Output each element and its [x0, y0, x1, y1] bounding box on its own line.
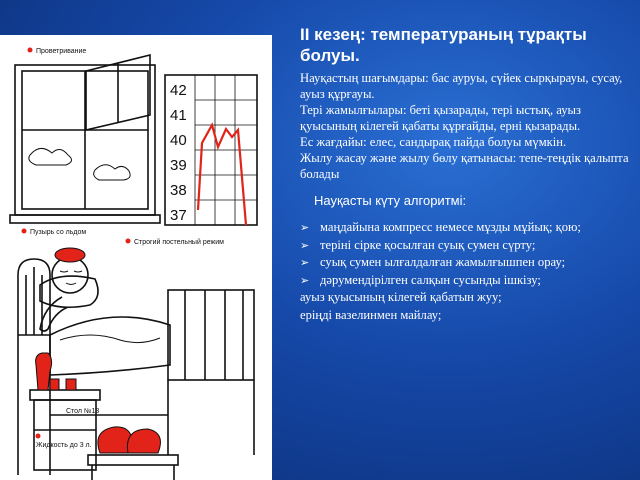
label-ventilation: Проветривание	[36, 48, 87, 55]
cup-icon	[66, 379, 76, 390]
label-fluids: Жидкость до 3 л.	[36, 442, 92, 449]
arrow-bullet-icon: ➢	[300, 256, 310, 269]
complaints-text: Науқастың шағымдары: бас ауруы, сүйек сырқырауы, сусау, ауыз құрғауы.	[300, 71, 623, 101]
list-item-text: ауыз қуысының кілегей қабатын жуу;	[300, 290, 502, 304]
temperature-chart	[165, 75, 257, 225]
algorithm-list	[300, 220, 632, 323]
chart-tick-label: 40	[170, 132, 187, 149]
bullet-dot-icon	[22, 229, 27, 234]
label-table: Стол №13	[66, 408, 100, 415]
arrow-bullet-icon: ➢	[300, 238, 310, 252]
patient-drawing	[0, 35, 272, 480]
ice-pack-icon	[55, 248, 85, 262]
chart-tick-label: 42	[170, 82, 187, 99]
chart-tick-label: 38	[170, 182, 187, 199]
list-item	[300, 255, 632, 271]
window-icon	[10, 55, 160, 223]
label-bed-rest: Строгий постельный режим	[134, 239, 224, 246]
cup-icon	[50, 379, 59, 390]
bedside-table-icon	[30, 390, 100, 470]
bullet-dot-icon	[28, 48, 33, 53]
bullet-dot-icon	[126, 239, 131, 244]
patient-illustration	[0, 35, 272, 480]
list-item	[300, 238, 632, 254]
arrow-bullet-icon: ➢	[300, 273, 310, 287]
label-ice-pack: Пузырь со льдом	[30, 229, 87, 236]
list-item	[300, 308, 632, 324]
text-panel	[300, 24, 632, 325]
slide-title: II кезең: температураның тұрақты болуы.	[300, 25, 587, 65]
chart-tick-label: 37	[170, 207, 187, 224]
bullet-dot-icon	[36, 434, 41, 439]
jug-icon	[36, 353, 52, 390]
list-item-text: еріңді вазелинмен майлау;	[300, 307, 442, 322]
skin-text: Тері жамылғылары: беті қызарады, тері ыстық, ауыз қуысының кілегей қабаты құрғайды, ерні қызарады.	[300, 103, 581, 133]
list-item-text: суық сумен ылғалдалған жамылғышпен орау;	[320, 255, 566, 269]
hot-water-bottle-icon	[127, 429, 160, 453]
list-item	[300, 290, 632, 306]
chart-tick-label: 41	[170, 107, 187, 124]
chart-tick-label: 39	[170, 157, 187, 174]
list-item-text: дәрумендірілген салқын сусынды ішкізу;	[320, 272, 541, 287]
arrow-bullet-icon: ➢	[300, 221, 310, 234]
bench-icon	[88, 455, 178, 480]
algorithm-title: Науқасты күту алгоритмі:	[314, 193, 467, 208]
list-item	[300, 220, 632, 236]
list-item-text: теріні сірке қосылған суық сумен сүрту;	[320, 237, 536, 252]
list-item	[300, 273, 632, 289]
consciousness-text: Ес жағдайы: елес, сандырақ пайда болуы мүмкін.	[300, 135, 567, 149]
list-item-text: маңдайына компресс немесе мұзды мұйық; қою;	[320, 220, 581, 234]
heat-balance-text: Жылу жасау және жылу бөлу қатынасы: тепе-теңдік қалыпта болады	[300, 151, 629, 181]
